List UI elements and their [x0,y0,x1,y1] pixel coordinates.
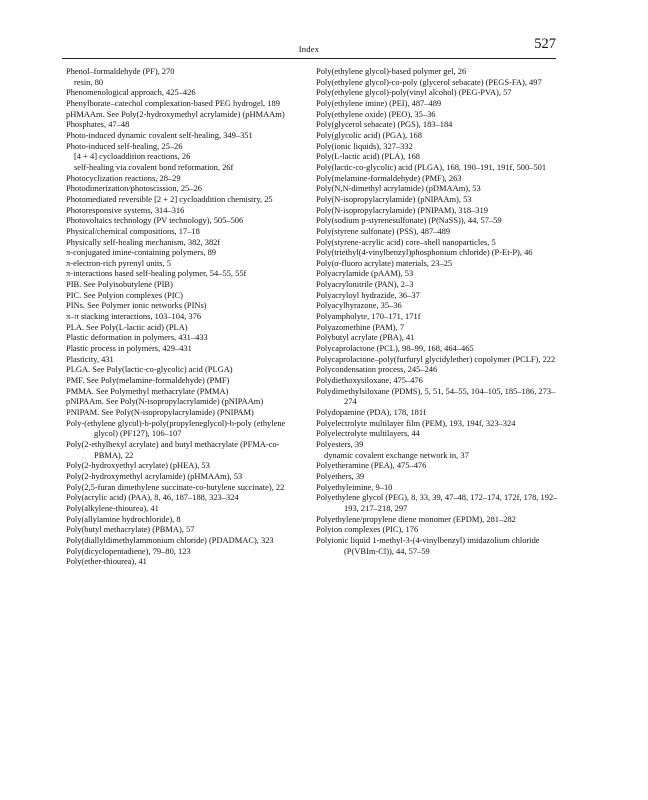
index-entry: Polyethylene glycol (PEG), 8, 33, 39, 47–48, 172–174, 172f, 178, 192–193, 217–218, 297 [316,492,558,513]
index-entry: Phosphates, 47–48 [66,119,130,130]
index-entry: Polycondensation process, 245–246 [316,364,438,375]
index-subentry: [4 + 4] cycloaddition reactions, 26 [74,151,191,162]
index-entry: Photomediated reversible [2 + 2] cycloaddition chemistry, 25 [66,193,273,204]
index-entry: PLGA. See Poly(lactic-co-glycolic) acid (PLGA) [66,364,233,375]
index-entry: Polyethers, 39 [316,470,365,481]
index-entry: Polyethyleimine, 9–10 [316,481,393,492]
index-entry: Plasticity, 431 [66,353,114,364]
index-entry: Poly(acrylic acid) (PAA), 8, 46, 187–188, 323–324 [66,492,239,503]
index-entry: Poly(N,N-dimethyl acrylamide) (pDMAAm), 53 [316,183,481,194]
index-entry: Plastic deformation in polymers, 431–433 [66,332,208,343]
index-entry: Poly(N-isopropylacrylamide) (pNIPAAm), 53 [316,193,472,204]
index-entry: Phenol–formaldehyde (PF), 270 [66,66,175,76]
index-entry: Polyion complexes (PIC), 176 [316,524,419,535]
index-entry: Poly(styrene-acrylic acid) core–shell nanoparticles, 5 [316,236,496,247]
index-entry: pHMAAm. See Poly(2-hydroxymethyl acrylamide) (pHMAAm) [66,108,285,119]
index-entry: Photocyclization reactions, 28–29 [66,172,181,183]
index-entry: Poly(sodium p-styrenesulfonate) (P(NaSS)), 44, 57–59 [316,215,502,226]
index-entry: PMMA. See Polymethyl methacrylate (PMMA) [66,385,229,396]
index-entry: Phenomenological approach, 425–426 [66,87,196,98]
index-entry: Polycaprolactone–poly(furfuryl glycidylether) copolymer (PCLF), 222 [316,353,556,364]
index-entry: Physical/chemical compositions, 17–18 [66,225,200,236]
index-entry: Poly(alkylene-thiourea), 41 [66,502,159,513]
index-entry: Polyelectrolyte multilayers, 44 [316,428,420,439]
index-entry: Plastic process in polymers, 429–431 [66,343,192,354]
index-entry: Polyionic liquid 1-methyl-3-(4-vinylbenzyl) imidazolium chloride (P(VBIm-Cl)), 44, 57–59 [316,534,540,556]
index-entry: π-electron-rich pyrenyl units, 5 [66,257,172,268]
index-entry: Poly(lactic-co-glycolic) acid (PLGA), 168, 190–191, 191f, 500–501 [316,161,547,172]
index-subentry: dynamic covalent exchange network in, 37 [324,449,469,460]
index-entry: Poly(diallyldimethylammonium chloride) (PDADMAC), 323 [66,534,274,545]
index-entry: Poly(allylamine hydrochloride), 8 [66,513,181,524]
index-entry: Polydopamine (PDA), 178, 181f [316,407,426,417]
index-entry: PIB. See Polyisobutylene (PIB) [66,279,173,290]
index-entry: Polyacylhyrazone, 35–36 [316,300,402,311]
index-entry: Phenylborate–catechol complexation-based PEG hydrogel, 189 [66,97,280,108]
index-column-right [316,66,562,556]
index-entry: Photo-induced dynamic covalent self-healing, 349–351 [66,129,253,140]
index-entry: PLA. See Poly(L-lactic acid) (PLA) [66,321,188,332]
index-entry: Polydiethoxysiloxane, 475–476 [316,375,423,386]
index-entry: Poly(ethylene imine) (PEI), 487–489 [316,97,442,108]
index-entry: Photovoltaics technology (PV technology), 505–506 [66,215,244,226]
index-entry: Poly(ether-thiourea), 41 [66,556,147,567]
running-header [62,34,556,59]
index-entry: Polyacryloyl hydrazide, 36–37 [316,289,420,300]
index-entry: pNIPAAm. See Poly(N-isopropylacrylamide) (pNIPAAm) [66,396,264,407]
index-entry: Poly-(ethylene glycol)-b-poly(propyleneglycol)-b-poly (ethylene glycol) (PF127), 106–107 [66,417,286,439]
index-entry: π-conjugated imine-containing polymers, 89 [66,247,217,258]
index-entry: Polyetheramine (PEA), 475–476 [316,460,427,471]
index-entry: Poly(triethyl(4-vinylbenzyl)phosphonium chloride) (P-Et-P), 46 [316,247,533,258]
index-entry: PNIPAM. See Poly(N-isopropylacrylamide) (PNIPAM) [66,407,254,417]
index-entry: Polycaprolactone (PCL), 98–99, 168, 464–465 [316,343,474,354]
index-entry: Photoresponsive systems, 314–316 [66,204,185,215]
index-entry: Polyacrylonitrile (PAN), 2–3 [316,279,414,290]
index-entry: PINs. See Polymer ionic networks (PINs) [66,300,207,311]
index-entry: Poly(styrene sulfonate) (PSS), 487–489 [316,225,451,236]
page-number: 527 [534,36,556,52]
index-entry: Poly(dicyclopentadiene), 79–80, 123 [66,545,191,556]
index-entry: Poly(ethylene glycol)-based polymer gel, 26 [316,66,467,76]
index-entry: PMF. See Poly(melamine-formaldehyde) (PMF) [66,375,230,386]
index-entry: Polyesters, 39 [316,438,364,449]
index-entry: Poly(α-fluoro acrylate) materials, 23–25 [316,257,453,268]
index-entry: Physically self-healing mechanism, 382, 382f [66,236,221,247]
index-entry: Poly(2,5-furan dimethylene succinate-co-butylene succinate), 22 [66,481,285,492]
index-entry: Polyelectrolyte multilayer film (PEM), 193, 194f, 323–324 [316,417,516,428]
index-entry: Poly(butyl methacrylate) (PBMA), 57 [66,524,195,535]
index-entry: Poly(glycerol sebacate) (PGS), 183–184 [316,119,453,130]
index-entry: Poly(ionic liquids), 327–332 [316,140,413,151]
index-entry: Poly(glycolic acid) (PGA), 168 [316,129,422,140]
index-entry: Polyethylene/propylene diene monomer (EPDM), 281–282 [316,513,516,524]
index-entry: π-interactions based self-healing polymer, 54–55, 55f [66,268,247,279]
index-entry: Poly(ethylene glycol)-poly(vinyl alcohol) (PEG-PVA), 57 [316,87,512,98]
index-entry: PIC. See Polyion complexes (PIC) [66,289,183,300]
index-entry: Polyampholyte, 170–171, 171f [316,311,421,322]
index-entry: Photodimerization/photoscission, 25–26 [66,183,202,194]
header-title: Index [298,44,320,54]
index-entry: Poly(L-lactic acid) (PLA), 168 [316,151,421,162]
index-entry: Photo-induced self-healing, 25–26 [66,140,183,151]
index-column-left [66,66,302,567]
index-entry: Polydimethylsiloxane (PDMS), 5, 51, 54–55, 104–105, 185–186, 273–274 [316,385,556,407]
index-entry: Poly(2-hydroxyethyl acrylate) (pHEA), 53 [66,460,210,471]
index-entry: π–π stacking interactions, 103–104, 376 [66,311,202,322]
index-entry: Poly(ethylene oxide) (PEO), 35–36 [316,108,436,119]
index-entry: Polyacrylamide (pAAM), 53 [316,268,414,279]
index-entry: Poly(2-hydroxymethyl acrylamide) (pHMAAm), 53 [66,470,243,481]
index-subentry: self-healing via covalent bond reformation, 26f [74,161,234,172]
index-entry: Poly(ethylene glycol)-co-poly (glycerol sebacate) (PEGS-FA), 497 [316,76,542,87]
index-entry: Polybutyl acrylate (PBA), 41 [316,332,415,343]
index-entry: Polyazomethine (PAM), 7 [316,321,405,332]
index-entry: Poly(melamine-formaldehyde) (PMF), 263 [316,172,462,183]
index-entry: Poly(N-isopropylacrylamide) (PNIPAM), 318–319 [316,204,488,215]
index-entry: Poly(2-ethylhexyl acrylate) and butyl methacrylate (PFMA-co-PBMA), 22 [66,438,280,460]
index-subentry: resin, 80 [74,76,104,87]
